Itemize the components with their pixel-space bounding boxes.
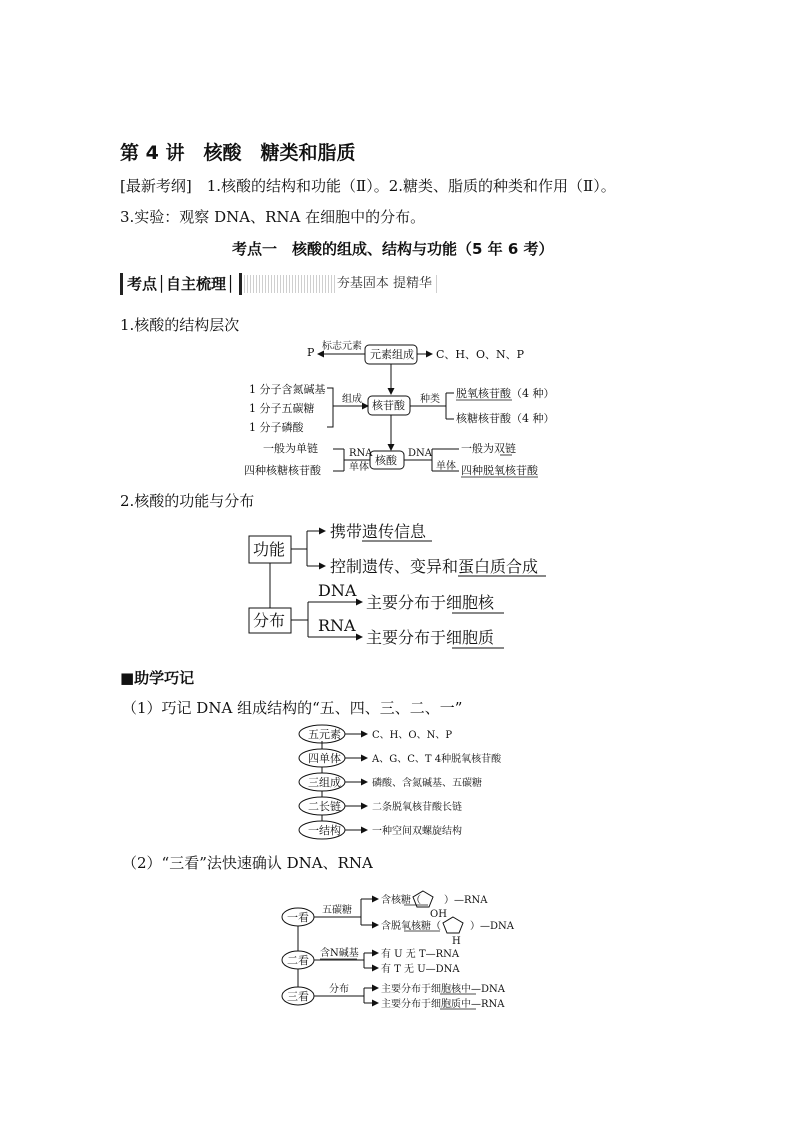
label-rna-dist: RNA [318, 616, 356, 635]
structure-diagram [244, 339, 555, 477]
page-title: 第 4 讲 核酸 糖类和脂质 [120, 142, 356, 164]
svg-text:C、H、O、N、P: C、H、O、N、P [372, 730, 453, 741]
svg-text:二长链: 二长链 [308, 800, 341, 813]
kan-3-label: 分布 [329, 984, 349, 995]
elements-value: C、H、O、N、P [436, 348, 525, 361]
svg-text:一结构: 一结构 [308, 824, 341, 837]
label-p: P [307, 346, 315, 359]
box-distribution: 分布 [253, 611, 286, 630]
label-type: 种类 [420, 394, 440, 405]
oval-item-3 [299, 773, 482, 791]
distribution-rna: 主要分布于细胞质 [366, 628, 495, 647]
component-sugar: 1 分子五碳糖 [249, 402, 315, 415]
rna-monomers: 四种核糖核苷酸 [244, 464, 321, 477]
oh-label: OH [430, 909, 447, 920]
kan-3: 三看 [287, 990, 309, 1003]
kan-3-a: 主要分布于细胞核中—DNA [381, 984, 505, 995]
svg-text:四单体: 四单体 [308, 752, 341, 765]
oval-item-4 [299, 749, 502, 767]
dna-double-strand: 一般为双链 [461, 442, 516, 455]
function-item-2: 控制遗传、变异和蛋白质合成 [330, 557, 539, 576]
kan-3-b: 主要分布于细胞质中—RNA [381, 999, 505, 1010]
label-rna: RNA [349, 448, 373, 459]
oval-item-1 [299, 821, 462, 839]
section-kaodian-title: 考点一 核酸的组成、结构与功能（5 年 6 考） [232, 240, 554, 258]
banner-subtitle: 夯基固本 提精华 [336, 276, 432, 291]
box-elements: 元素组成 [370, 348, 414, 361]
kan-2-label: 含N碱基 [320, 948, 359, 959]
three-looks-diagram [282, 891, 515, 1010]
box-nucleic-acid: 核酸 [375, 454, 397, 467]
h-label: H [452, 936, 461, 947]
heading-memory-tips: ■助学巧记 [120, 669, 195, 687]
label-monomer-right: 单体 [436, 461, 456, 472]
kan-2-b: 有 T 无 U—DNA [381, 964, 460, 975]
type-deoxynucleotide: 脱氧核苷酸（4 种） [456, 387, 555, 400]
svg-text:一种空间双螺旋结构: 一种空间双螺旋结构 [372, 826, 462, 837]
memory-tip-1: （1）巧记 DNA 组成结构的“五、四、三、二、一” [122, 699, 463, 717]
distribution-dna: 主要分布于细胞核 [366, 593, 495, 612]
box-function: 功能 [253, 540, 286, 559]
label-dna: DNA [408, 448, 432, 459]
kan-2-a: 有 U 无 T—RNA [381, 949, 460, 960]
function-distribution-diagram [249, 522, 546, 648]
five-four-three-diagram [299, 725, 502, 839]
type-ribonucleotide: 核糖核苷酸（4 种） [456, 412, 555, 425]
svg-text:磷酸、含氮碱基、五碳糖: 磷酸、含氮碱基、五碳糖 [372, 778, 482, 789]
rna-single-strand: 一般为单链 [263, 442, 318, 455]
label-marker-element: 标志元素 [322, 341, 362, 352]
svg-text:二条脱氧核苷酸长链: 二条脱氧核苷酸长链 [372, 802, 462, 813]
syllabus-line-1: [最新考纲] 1.核酸的结构和功能（Ⅱ）。2.糖类、脂质的种类和作用（Ⅱ）。 [120, 177, 616, 195]
svg-text:三组成: 三组成 [308, 776, 341, 789]
component-base: 1 分子含氮碱基 [249, 383, 326, 396]
label-dna-dist: DNA [318, 581, 357, 600]
label-compose: 组成 [342, 394, 362, 405]
function-item-1: 携带遗传信息 [330, 522, 427, 541]
syllabus-line-2: 3.实验：观察 DNA、RNA 在细胞中的分布。 [120, 208, 426, 226]
heading-function-distribution: 2.核酸的功能与分布 [120, 492, 255, 510]
kan-2: 二看 [287, 954, 309, 967]
component-phosphate: 1 分子磷酸 [249, 421, 304, 434]
oval-item-5 [299, 725, 452, 743]
svg-text:五元素: 五元素 [308, 728, 341, 741]
memory-tip-2: （2）“三看”法快速确认 DNA、RNA [122, 854, 373, 872]
kan-1-a-end: ）—RNA [444, 895, 488, 906]
svg-text:A、G、C、T 4种脱氧核苷酸: A、G、C、T 4种脱氧核苷酸 [372, 754, 502, 765]
banner-label: 考点│自主梳理│ [120, 273, 242, 295]
label-monomer-left: 单体 [349, 462, 369, 473]
kan-1: 一看 [287, 911, 309, 924]
kan-1-label: 五碳糖 [322, 905, 352, 916]
oval-item-2 [299, 797, 462, 815]
box-nucleotide: 核苷酸 [372, 399, 405, 412]
kan-1-b-end: ）—DNA [470, 921, 514, 932]
kan-1-a: 含核糖（ [381, 895, 421, 906]
heading-structure-levels: 1.核酸的结构层次 [120, 316, 240, 334]
dna-monomers: 四种脱氧核苷酸 [461, 464, 538, 477]
kan-1-b: 含脱氧核糖（ [381, 921, 441, 932]
